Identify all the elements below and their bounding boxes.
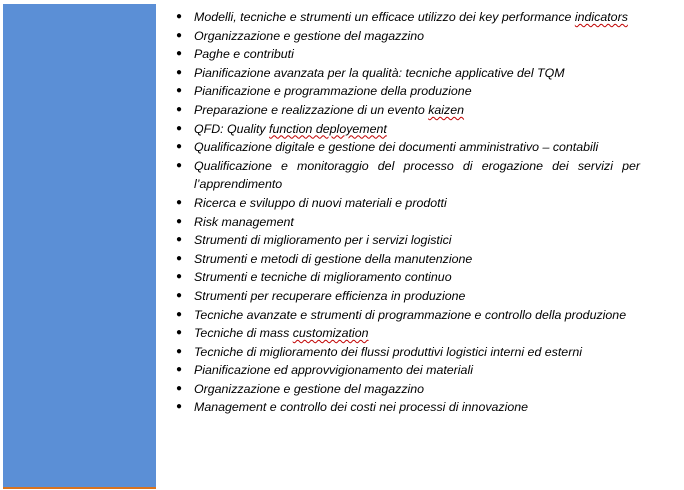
bullet-icon: ● (176, 215, 183, 227)
list-item-text: Risk management (194, 214, 294, 229)
course-list (170, 8, 640, 417)
bullet-icon: ● (176, 345, 183, 357)
bullet-icon: ● (176, 141, 183, 153)
list-item (170, 27, 640, 46)
list-item-text: Qualificazione digitale e gestione dei documenti amministrativo – contabili (194, 140, 599, 155)
list-item-text: Strumenti per recuperare efficienza in produzione (194, 288, 466, 303)
list-item-text: QFD: Quality (194, 121, 270, 136)
list-item (170, 324, 640, 343)
list-item (170, 45, 640, 64)
list-item (170, 138, 640, 157)
list-item (170, 231, 640, 250)
bullet-icon: ● (176, 66, 183, 78)
list-item (170, 380, 640, 399)
bullet-icon: ● (176, 308, 183, 320)
bullet-icon: ● (176, 234, 183, 246)
list-item (170, 213, 640, 232)
sidebar-panel (3, 4, 156, 489)
bullet-icon: ● (176, 252, 183, 264)
bullet-icon: ● (176, 327, 183, 339)
list-item (170, 361, 640, 380)
bullet-icon: ● (176, 29, 183, 41)
bullet-icon: ● (176, 271, 183, 283)
bullet-icon: ● (176, 382, 183, 394)
list-item-text: Strumenti di miglioramento per i servizi logistici (194, 233, 452, 248)
list-item-text-flagged: indicators (574, 10, 628, 24)
list-item (170, 398, 640, 417)
list-item (170, 194, 640, 213)
list-item-text-flagged: customization (292, 326, 369, 341)
list-item (170, 157, 640, 194)
list-item (170, 343, 640, 362)
list-item-text: Tecniche di mass (194, 326, 293, 341)
list-item-text: Organizzazione e gestione del magazzino (194, 381, 425, 396)
list-item (170, 64, 640, 83)
list-item-text: Tecniche avanzate e strumenti di programmazione e controllo della produzione (194, 307, 627, 322)
list-item-text: Tecniche di miglioramento dei flussi produttivi logistici interni ed esterni (194, 344, 582, 359)
bullet-icon: ● (176, 11, 183, 22)
list-item-text: Qualificazione e monitoraggio del processo di erogazione dei servizi per l’apprendimento (194, 158, 640, 192)
bullet-icon: ● (176, 364, 183, 376)
list-item-text: Modelli, tecniche e strumenti un efficace utilizzo dei key performance (194, 10, 575, 24)
list-item (170, 8, 640, 27)
list-item (170, 101, 640, 120)
bullet-icon: ● (176, 103, 183, 115)
list-item-text: Strumenti e metodi di gestione della manutenzione (194, 251, 473, 266)
list-item (170, 82, 640, 101)
list-item (170, 287, 640, 306)
list-item-text: Strumenti e tecniche di miglioramento continuo (194, 270, 452, 285)
list-item (170, 306, 640, 325)
bullet-icon: ● (176, 85, 183, 97)
sidebar-accent-line (3, 487, 156, 489)
bullet-icon: ● (176, 289, 183, 301)
bullet-icon: ● (176, 48, 183, 60)
list-item-text: Organizzazione e gestione del magazzino (194, 28, 425, 43)
list-item-text-flagged: function deployement (269, 121, 387, 136)
list-item-text: Pianificazione ed approvvigionamento dei materiali (194, 363, 473, 378)
bullet-icon: ● (176, 159, 183, 171)
list-item-text: Paghe e contributi (194, 47, 294, 62)
list-item-text: Pianificazione avanzata per la qualità: tecniche applicative del TQM (194, 65, 565, 80)
list-item-text: Preparazione e realizzazione di un evento (194, 102, 429, 117)
bullet-icon: ● (176, 401, 183, 413)
list-item-text: Management e controllo dei costi nei processi di innovazione (194, 400, 529, 415)
bullet-icon: ● (176, 196, 183, 208)
list-item (170, 250, 640, 269)
list-item-text: Ricerca e sviluppo di nuovi materiali e prodotti (194, 195, 447, 210)
bullet-icon: ● (176, 122, 183, 134)
list-item (170, 268, 640, 287)
list-item (170, 120, 640, 139)
list-item-text: Pianificazione e programmazione della produzione (194, 84, 472, 99)
list-item-text-flagged: kaizen (428, 102, 465, 117)
